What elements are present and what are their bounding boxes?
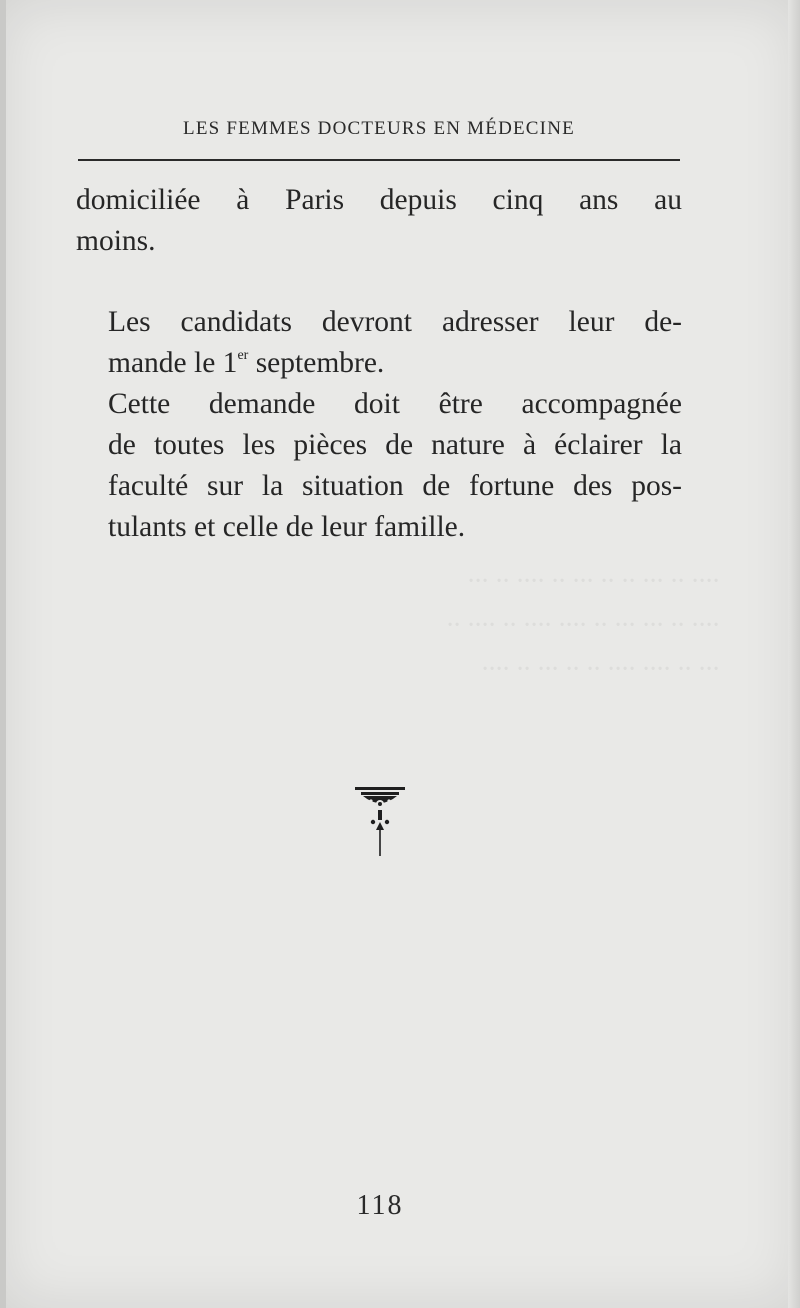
bleed-through-text: ···· ·· ··· ·· ·· ··· ·· ···· ·· ··· ···· ·· ··· ··· ·· ···· ···· ·· ···· ·· ··· ·· ···· ···· ·· ·· ··· ·· ···· <box>447 566 720 685</box>
paragraph-3-line-1: Cette demande doit être accompagnée <box>108 388 682 420</box>
paragraph-2-line-2 <box>76 343 682 384</box>
page-right-edge <box>788 0 800 1308</box>
paragraph-1 <box>76 180 682 262</box>
head-rule <box>78 159 680 161</box>
page-number: 118 <box>356 1190 404 1221</box>
paragraph-1-line-1: domiciliée à Paris depuis cinq ans au <box>76 184 682 216</box>
paragraph-3-line-3: faculté sur la situation de fortune des pos- <box>108 470 682 502</box>
paragraph-3 <box>76 384 682 548</box>
paragraph-3-line-2: de toutes les pièces de nature à éclairer la <box>108 429 682 461</box>
paragraph-2 <box>76 302 682 384</box>
paragraph-2-line-2-end: septembre. <box>248 347 385 379</box>
tailpiece-ornament <box>351 784 409 858</box>
paragraph-1-line-2: moins. <box>76 225 156 257</box>
paragraph-2-line-1: Les candidats devront adresser leur de- <box>108 306 682 338</box>
running-head: LES FEMMES DOCTEURS EN MÉDECINE <box>183 118 575 139</box>
paragraph-2-line-2-start: mande le 1 <box>108 347 238 379</box>
page-left-edge <box>0 0 6 1308</box>
ordinal-superscript: er <box>237 348 249 363</box>
paragraph-3-line-4: tulants et celle de leur famille. <box>108 511 466 543</box>
